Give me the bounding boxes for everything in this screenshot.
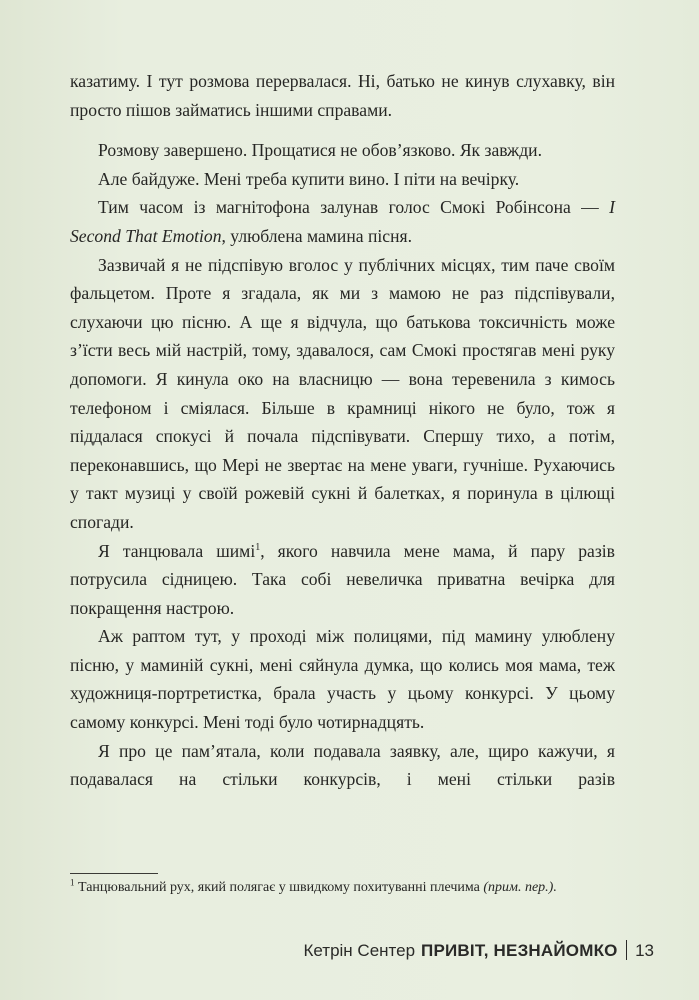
- footnote-translator-note: (прим. пер.).: [483, 880, 557, 895]
- paragraph-text: Тим часом із магнітофона залунав голос Смокі Робінсона —: [98, 197, 610, 218]
- footnote-divider: [70, 873, 158, 874]
- footnote: [70, 878, 615, 898]
- paragraph-text: Я танцювала шимі: [98, 540, 256, 561]
- running-footer: [0, 940, 654, 962]
- paragraph: [70, 193, 615, 250]
- footnote-reference[interactable]: 1: [255, 541, 261, 553]
- paragraph: Розмову завершено. Прощатися не обов’язково. Як завжди.: [98, 140, 542, 161]
- paragraph: Зазвичай я не підспівую вголос у публічних місцях, тим паче своїм фальцетом. Проте я згадала, як ми з мамою не раз підспівували, слухаючи цю пісню. А ще я відчула, що батькова токсичність може з’їсти весь мій настрій, тому, здавалося, сам Смокі простягав мені руку допомоги. Я кинула око на власницю — вона теревенила з кимось телефоном і сміялася. Більше в крамниці нікого не було, тож я піддалася спокусі й почала підспівувати. Спершу тихо, а потім, переконавшись, що Мері не звертає на мене уваги, гучніше. Рухаючись у такт музиці у своїй рожевій сукні й балетках, я поринула в цілющі спогади.: [70, 254, 615, 532]
- paragraph: [70, 537, 615, 623]
- song-title: I Second That Emotion: [70, 197, 615, 246]
- paragraph: Я про це пам’ятала, коли подавала заявку, але, щиро кажучи, я подавалася на стільки конкурсів, і мені стільки разів: [70, 740, 615, 790]
- paragraph: Аж раптом тут, у проході між полицями, під мамину улюблену пісню, у маминій сукні, мені сяйнула думка, що колись моя мама, теж художниця-портретистка, брала участь у цьому конкурсі. У цьому самому конкурсі. Мені тоді було чотирнадцять.: [70, 626, 615, 733]
- footer-author: Кетрін Сентер: [303, 941, 416, 960]
- paragraph: казатиму. І тут розмова перервалася. Ні, батько не кинув слухавку, він просто пішов займатись іншими справами.: [70, 71, 615, 120]
- paragraph: Але байдуже. Мені треба купити вино. І піти на вечірку.: [98, 168, 520, 189]
- body-text: [70, 67, 615, 794]
- paragraph-text: , якого навчила мене мама, й пару разів потрусила сідницею. Така собі невеличка приватна вечірка для покращення настрою.: [70, 540, 615, 618]
- footer-separator: [626, 940, 628, 960]
- paragraph-text: , улюблена мамина пісня.: [221, 225, 412, 246]
- page-number: 13: [635, 941, 654, 960]
- footnote-mark: 1: [70, 877, 75, 888]
- footer-book-title: ПРИВІТ, НЕЗНАЙОМКО: [421, 941, 618, 960]
- footnote-text: Танцювальний рух, який полягає у швидкому похитуванні плечима: [78, 880, 480, 895]
